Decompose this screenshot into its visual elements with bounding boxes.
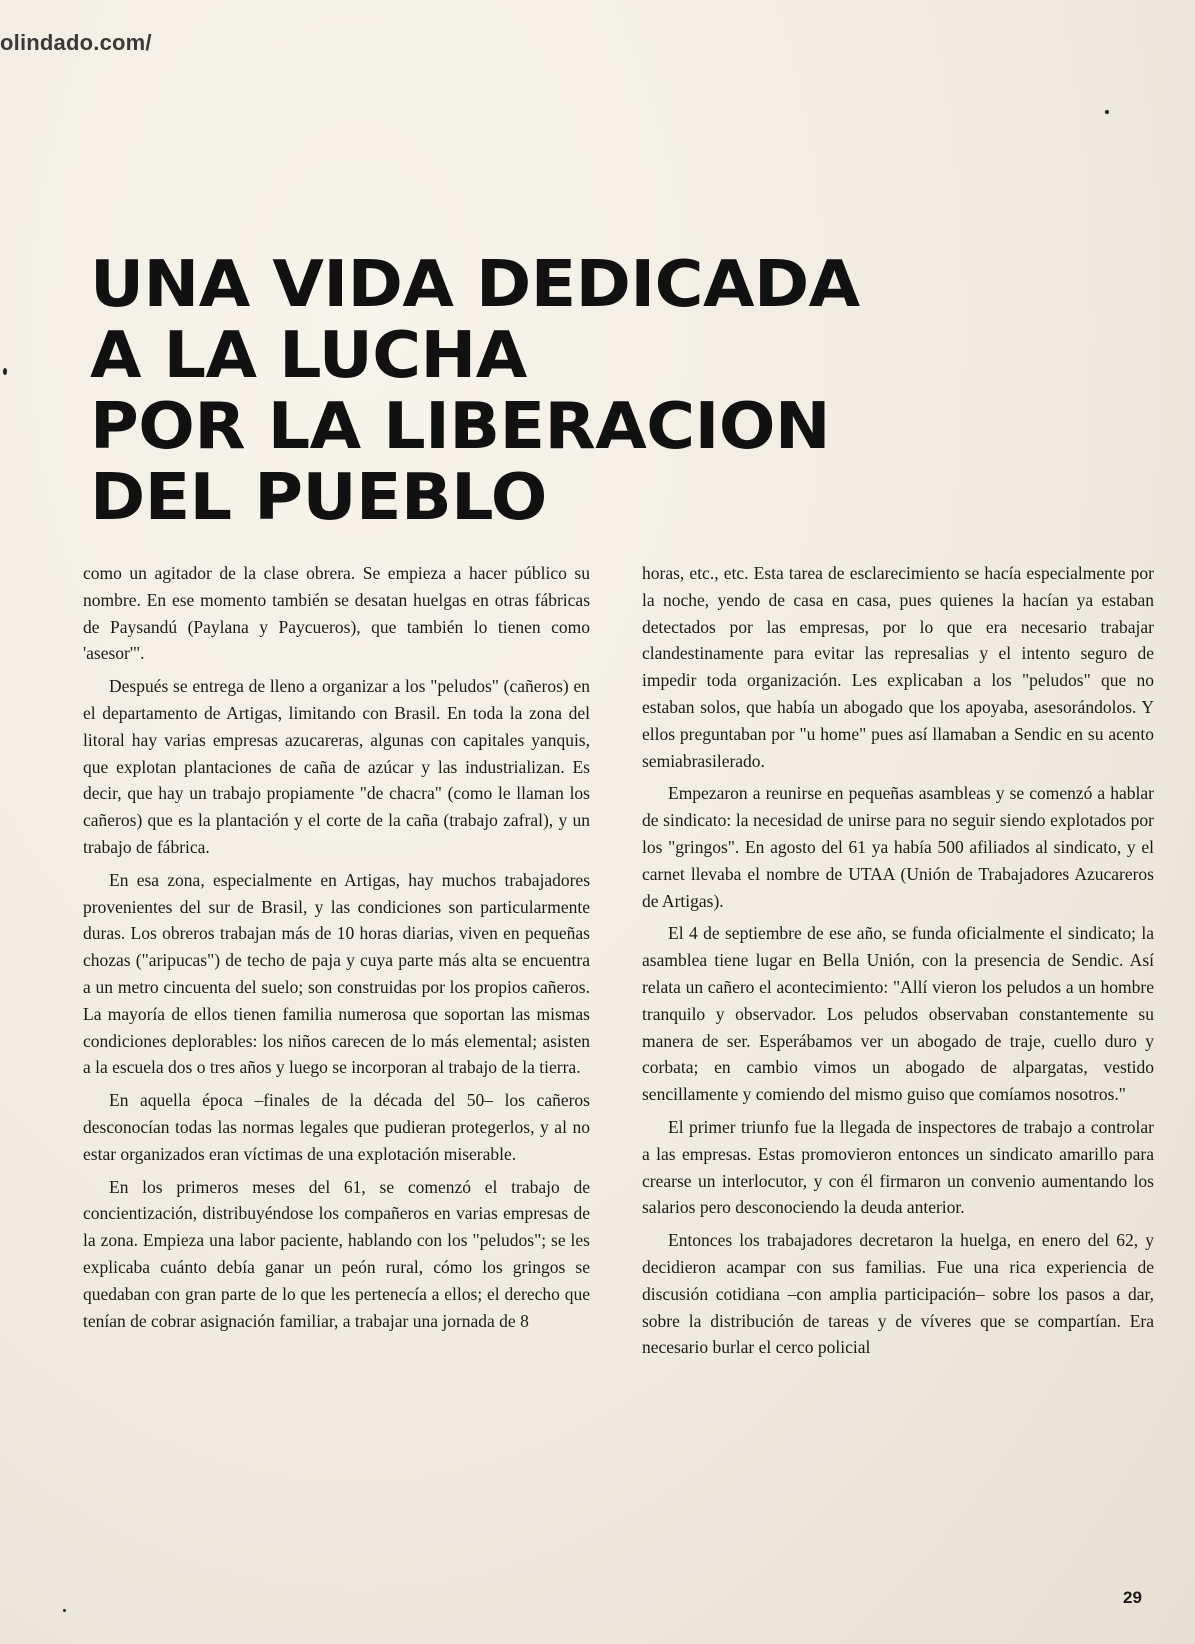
paragraph: horas, etc., etc. Esta tarea de esclarecimiento se hacía especialmente por la noche, yendo de casa en casa, pues quienes la hacían ya estaban detectados por las empresas, por lo que era necesario trabajar clandestinamente para evitar las represalias y el intento seguro de impedir toda organización. Les explicaban a los "peludos" que no estaban solos, que había un abogado que los apoyaba, asesorándolos. Y ellos preguntaban por "u home" pues así llamaban a Sendic en su acento semiabrasilerado. [642,563,1154,771]
print-speck [1105,110,1109,114]
print-speck [3,368,7,375]
right-text-column [642,560,1154,1367]
paragraph: Después se entrega de lleno a organizar a los "peludos" (cañeros) en el departamento de Artigas, limitando con Brasil. En toda la zona del litoral hay varias empresas azucareras, algunas con capitales yanquis, que explotan plantaciones de caña de azúcar y las industrializan. Es decir, que hay un trabajo propiamente "de chacra" (como le llaman los cañeros) que es la plantación y el corte de la caña (trabajo zafral), y un trabajo de fábrica. [83,676,590,857]
paragraph: como un agitador de la clase obrera. Se empieza a hacer público su nombre. En ese momento también se desatan huelgas en otras fábricas de Paysandú (Paylana y Paycueros), que también lo tienen como 'asesor'". [83,563,590,664]
headline-line-1: UNA VIDA DEDICADA [90,248,860,322]
paragraph: El primer triunfo fue la llegada de inspectores de trabajo a controlar a las empresas. Estas promovieron entonces un sindicato amarillo para crearse un interlocutor, y con él firmaron un convenio aumentando los salarios pero desconociendo la deuda anterior. [642,1116,1154,1218]
paragraph: Entonces los trabajadores decretaron la huelga, en enero del 62, y decidieron acampar con sus familias. Fue una rica experiencia de discusión cotidiana –con amplia participación– sobre los pasos a dar, sobre la distribución de tareas y de víveres que se compartían. Era necesario burlar el cerco policial [642,1230,1154,1358]
headline-line-3: POR LA LIBERACION [90,390,831,464]
paragraph: En los primeros meses del 61, se comenzó el trabajo de concientización, distribuyéndose los compañeros en varias empresas de la zona. Empieza una labor paciente, hablando con los "peludos"; se les explicaba cuánto debía ganar un peón rural, cómo los gringos se quedaban con gran parte de lo que les pertenecía a ellos; el derecho que tenían de cobrar asignación familiar, a trabajar una jornada de 8 [83,1176,590,1331]
paragraph: Empezaron a reunirse en pequeñas asambleas y se comenzó a hablar de sindicato: la necesidad de unirse para no seguir siendo explotados por los "gringos". En agosto del 61 ya había 500 afiliados al sindicato, y el carnet llevaba el nombre de UTAA (Unión de Trabajadores Azucareros de Artigas). [642,783,1154,911]
print-speck [63,1609,66,1612]
paragraph: En aquella época –finales de la década del 50– los cañeros desconocían todas las normas legales que pudieran protegerlos, y al no estar organizados eran víctimas de una explotación miserable. [83,1090,590,1164]
page-number: 29 [1123,1588,1142,1607]
paragraph: El 4 de septiembre de ese año, se funda oficialmente el sindicato; la asamblea tiene lugar en Bella Unión, con la presencia de Sendic. Así relata un cañero el acontecimiento: "Allí vieron los peludos a un hombre tranquilo y observador. Los peludos observaban constantemente su manera de ser. Esperábamos ver un abogado de traje, cuello duro y corbata; en cambio vimos un abogado de alpargatas, vestido sencillamente y comiendo del mismo guiso que comíamos nosotros." [642,923,1154,1105]
left-text-column [83,560,590,1340]
headline-line-4: DEL PUEBLO [90,461,547,535]
headline-line-2: A LA LUCHA [90,319,527,393]
paragraph: En esa zona, especialmente en Artigas, hay muchos trabajadores provenientes del sur de Brasil, y las condiciones son particularmente duras. Los obreros trabajan más de 10 horas diarias, viven en pequeñas chozas ("aripucas") de techo de paja y cuya parte más alta se encuentra a un metro cincuenta del suelo; son construidas por los propios cañeros. La mayoría de ellos tienen familia numerosa que soportan las mismas condiciones deplorables: los niños carecen de lo más elemental; asisten a la escuela dos o tres años y luego se incorporan al trabajo de la tierra. [83,869,590,1078]
article-headline [90,250,1026,534]
site-watermark: olindado.com/ [0,30,152,55]
